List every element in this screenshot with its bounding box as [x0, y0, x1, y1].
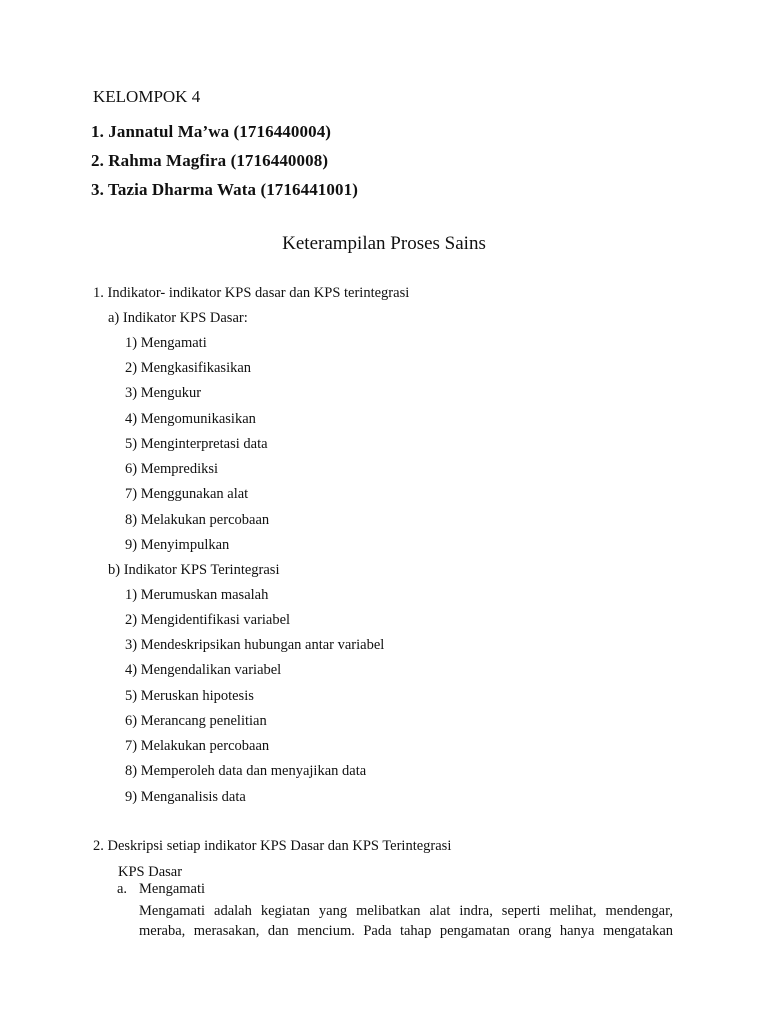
- item-marker: a.: [117, 881, 128, 897]
- list-item: 9) Menyimpulkan: [125, 537, 230, 553]
- list-item: 3) Mengukur: [125, 385, 202, 401]
- description-line-1: Mengamati adalah kegiatan yang melibatkan alat indra, seperti melihat, mendengar,: [139, 903, 673, 919]
- member-2: 2. Rahma Magfira (1716440008): [91, 151, 329, 170]
- section-1-heading: 1. Indikator- indikator KPS dasar dan KPS terintegrasi: [93, 285, 410, 301]
- list-item: 8) Memperoleh data dan menyajikan data: [125, 763, 367, 779]
- document-title: Keterampilan Proses Sains: [282, 233, 486, 254]
- list-item: 6) Merancang penelitian: [125, 713, 267, 729]
- list-item: 7) Melakukan percobaan: [125, 738, 270, 754]
- integrated-indicators-label: b) Indikator KPS Terintegrasi: [108, 562, 280, 578]
- item-title: Mengamati: [139, 881, 206, 897]
- list-item: 5) Meruskan hipotesis: [125, 688, 254, 704]
- member-3: 3. Tazia Dharma Wata (1716441001): [91, 180, 358, 199]
- group-title: KELOMPOK 4: [93, 87, 201, 106]
- list-item: 6) Memprediksi: [125, 461, 219, 477]
- section-2-heading: 2. Deskripsi setiap indikator KPS Dasar dan KPS Terintegrasi: [93, 838, 452, 854]
- list-item: 3) Mendeskripsikan hubungan antar variabel: [125, 637, 385, 653]
- list-item: 1) Merumuskan masalah: [125, 587, 269, 603]
- list-item: 8) Melakukan percobaan: [125, 512, 270, 528]
- list-item: 2) Mengkasifikasikan: [125, 360, 252, 376]
- list-item: 1) Mengamati: [125, 335, 207, 351]
- basic-indicators-label: a) Indikator KPS Dasar:: [108, 310, 248, 326]
- list-item: 9) Menganalisis data: [125, 789, 246, 805]
- list-item: 4) Mengendalikan variabel: [125, 662, 282, 678]
- description-line-2: meraba, merasakan, dan mencium. Pada tahap pengamatan orang hanya mengatakan: [139, 923, 673, 939]
- list-item: 7) Menggunakan alat: [125, 486, 249, 502]
- kps-dasar-subheading: KPS Dasar: [118, 864, 183, 880]
- list-item: 2) Mengidentifikasi variabel: [125, 612, 291, 628]
- list-item: 5) Menginterpretasi data: [125, 436, 268, 452]
- list-item: 4) Mengomunikasikan: [125, 411, 256, 427]
- member-1: 1. Jannatul Ma’wa (1716440004): [91, 122, 332, 141]
